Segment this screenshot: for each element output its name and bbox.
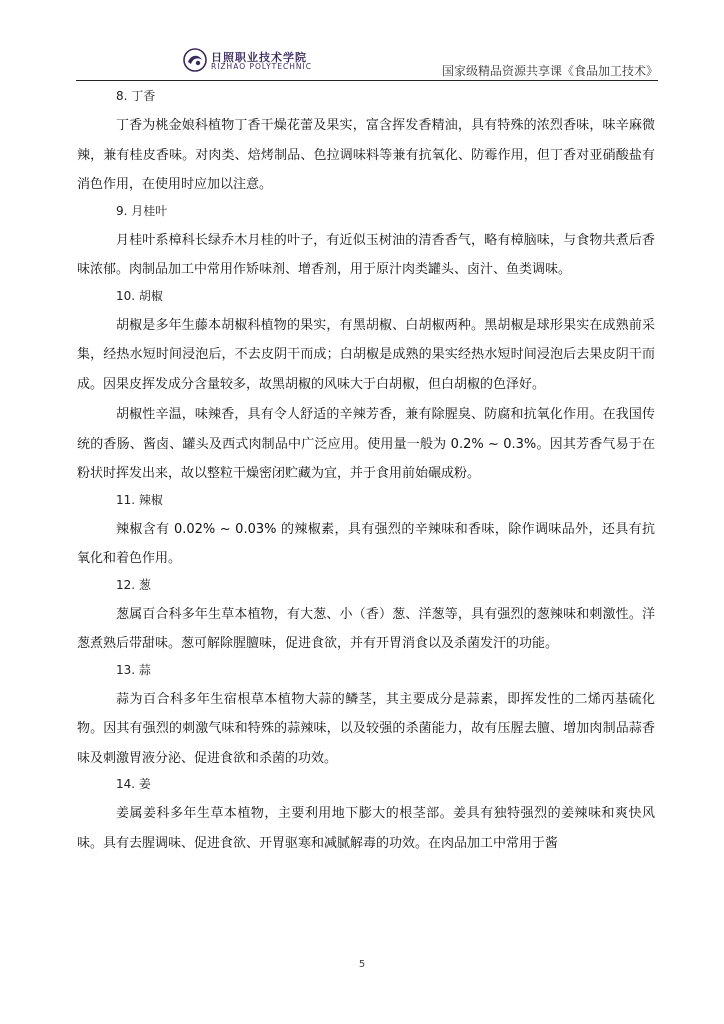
paragraph: 丁香为桃金娘科植物丁香干燥花蕾及果实，富含挥发香精油，具有特殊的浓烈香味，味辛麻微辣，兼有桂皮香味。对肉类、焙烤制品、色拉调味料等兼有抗氧化、防霉作用，但丁香对亚硝酸盐有消色作用，在使用时应加以注意。 xyxy=(77,118,655,192)
section-clove xyxy=(77,87,655,200)
school-emblem-icon xyxy=(183,48,207,72)
section-title: 11. 辣椒 xyxy=(116,492,163,507)
section-title: 13. 蒜 xyxy=(116,662,151,677)
paragraph: 蒜为百合科多年生宿根草本植物大蒜的鳞茎，其主要成分是蒜素，即挥发性的二烯丙基硫化物。因其有强烈的刺激气味和特殊的蒜辣味，以及较强的杀菌能力，故有压腥去膻、增加肉制品蒜香味及刺激胃液分泌、促进食欲和杀菌的功效。 xyxy=(77,691,655,766)
section-ginger xyxy=(77,775,655,858)
section-pepper xyxy=(77,287,655,489)
section-title: 10. 胡椒 xyxy=(116,288,163,303)
paragraph: 胡椒是多年生藤本胡椒科植物的果实，有黑胡椒、白胡椒两种。黑胡椒是球形果实在成熟前采集，经热水短时间浸泡后，不去皮阴干而成；白胡椒是成熟的果实经热水短时间浸泡后去果皮阴干而成。因果皮挥发成分含量较多，故黑胡椒的风味大于白胡椒，但白胡椒的色泽好。 xyxy=(77,317,655,392)
logo-english-name: RIZHAO POLYTECHNIC xyxy=(211,62,312,71)
section-bay-leaf xyxy=(77,202,655,285)
section-title: 8. 丁香 xyxy=(116,89,156,103)
section-title: 12. 葱 xyxy=(116,577,151,592)
logo-chinese-name: 日照职业技术学院 xyxy=(211,51,307,64)
section-scallion xyxy=(77,576,655,659)
section-garlic xyxy=(77,661,655,774)
paragraph: 葱属百合科多年生草本植物，有大葱、小（香）葱、洋葱等，具有强烈的葱辣味和刺激性。洋葱煮熟后带甜味。葱可解除腥膻味，促进食欲，并有开胃消食以及杀菌发汗的功能。 xyxy=(77,606,655,651)
school-logo xyxy=(183,48,353,76)
course-title: 国家级精品资源共享课《食品加工技术》 xyxy=(441,64,658,78)
paragraph: 月桂叶系樟科长绿乔木月桂的叶子，有近似玉树油的清香香气，略有樟脑味，与食物共煮后香味浓郁。肉制品加工中常用作矫味剂、增香剂，用于原汁肉类罐头、卤汁、鱼类调味。 xyxy=(77,232,655,277)
page-number: 5 xyxy=(358,959,366,970)
section-title: 14. 姜 xyxy=(116,777,151,791)
paragraph: 胡椒性辛温，味辣香，具有令人舒适的辛辣芳香，兼有除腥臭、防腐和抗氧化作用。在我国传统的香肠、酱卤、罐头及西式肉制品中广泛应用。使用量一般为 0.2% ~ 0.3%。因其芳香气易于在粉状时挥发出来，故以整粒干燥密闭贮藏为宜，并于食用前始碾成粉。 xyxy=(77,407,655,481)
section-title: 9. 月桂叶 xyxy=(116,203,168,218)
page-header xyxy=(0,0,724,82)
paragraph: 辣椒含有 0.02% ~ 0.03% 的辣椒素，具有强烈的辛辣味和香味，除作调味品外，还具有抗氧化和着色作用。 xyxy=(77,521,655,566)
document-body xyxy=(77,85,655,859)
paragraph: 姜属姜科多年生草本植物，主要利用地下膨大的根茎部。姜具有独特强烈的姜辣味和爽快风味。具有去腥调味、促进食欲、开胃驱寒和减腻解毒的功效。在肉品加工中常用于酱 xyxy=(77,806,655,851)
header-divider xyxy=(76,80,658,81)
section-chili xyxy=(77,491,655,574)
